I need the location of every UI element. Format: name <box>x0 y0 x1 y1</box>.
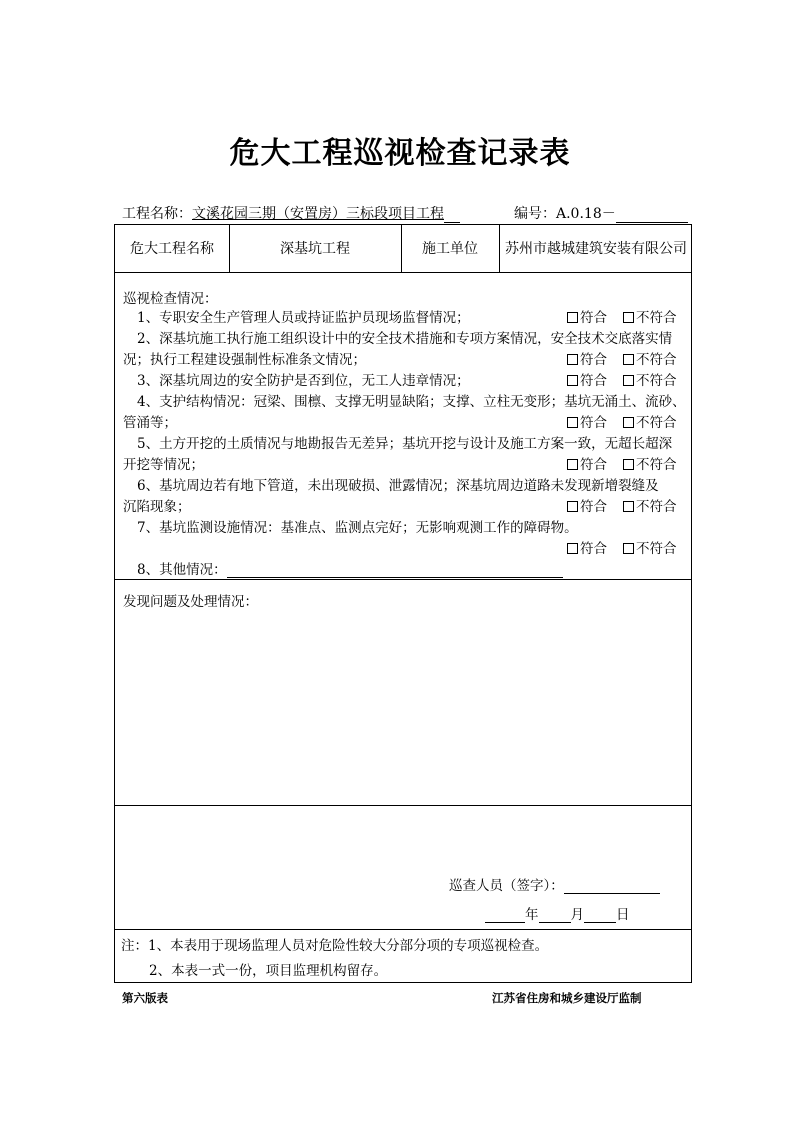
item-1-conform-checkbox[interactable]: 符合 <box>567 310 607 326</box>
construction-unit-value[interactable]: 苏州市越城建筑安装有限公司 <box>505 240 687 257</box>
hazard-name-value[interactable]: 深基坑工程 <box>280 240 350 257</box>
row-divider <box>115 929 691 930</box>
item-5-text-line2: 开挖等情况； <box>123 457 204 473</box>
item-4-text-line1: 4、支护结构情况：冠梁、围檩、支撑无明显缺陷；支撑、立柱无变形；基坑无涌土、流砂、 <box>137 394 686 410</box>
item-2-text-line1: 2、深基坑施工执行施工组织设计中的安全技术措施和专项方案情况，安全技术交底落实情 <box>137 331 673 347</box>
checkbox-icon <box>623 312 634 323</box>
inspector-signature-label: 巡查人员（签字）： <box>449 878 564 894</box>
issuer-label: 江苏省住房和城乡建设厅监制 <box>492 991 642 1005</box>
checkbox-icon <box>623 375 634 386</box>
note-1: 注：1、本表用于现场监理人员对危险性较大分部分项的专项巡视检查。 <box>121 938 549 954</box>
row-divider <box>115 579 691 580</box>
problems-label: 发现问题及处理情况： <box>123 594 258 610</box>
item-6-text-line1: 6、基坑周边若有地下管道，未出现破损、泄露情况；深基坑周边道路未发现新增裂缝及 <box>137 478 659 494</box>
row-divider <box>115 272 691 273</box>
project-name-label: 工程名称： <box>122 206 192 222</box>
item-7-text: 7、基坑监测设施情况：基准点、监测点完好；无影响观测工作的障碍物。 <box>137 520 578 536</box>
item-4-conform-checkbox[interactable]: 符合 <box>567 415 607 431</box>
divider <box>499 225 500 272</box>
date-day-field[interactable] <box>584 908 616 923</box>
project-name-value[interactable]: 文溪花园三期（安置房）三标段项目工程 <box>192 206 444 222</box>
inspector-signature-field[interactable] <box>564 879 660 894</box>
note-2: 2、本表一式一份，项目监理机构留存。 <box>149 963 388 979</box>
other-situation-field[interactable] <box>227 563 563 578</box>
checkbox-icon <box>567 501 578 512</box>
date-day-label: 日 <box>616 907 630 923</box>
item-3-nonconform-checkbox[interactable]: 不符合 <box>623 373 677 389</box>
construction-unit-label: 施工单位 <box>422 240 478 257</box>
form-number-label: 编号： <box>514 206 556 222</box>
date-line <box>485 907 630 923</box>
item-4-text-line2: 管涌等； <box>123 415 177 431</box>
item-3-conform-checkbox[interactable]: 符合 <box>567 373 607 389</box>
item-6-conform-checkbox[interactable]: 符合 <box>567 499 607 515</box>
checkbox-icon <box>567 354 578 365</box>
item-2-text-line2: 况；执行工程建设强制性标准条文情况； <box>123 352 366 368</box>
checkbox-icon <box>623 543 634 554</box>
checkbox-icon <box>567 417 578 428</box>
checkbox-icon <box>623 354 634 365</box>
item-5-conform-checkbox[interactable]: 符合 <box>567 457 607 473</box>
other-situation-line <box>137 562 563 578</box>
item-4-nonconform-checkbox[interactable]: 不符合 <box>623 415 677 431</box>
checkbox-icon <box>623 459 634 470</box>
date-year-label: 年 <box>525 907 539 923</box>
date-month-label: 月 <box>570 907 584 923</box>
hazard-name-label: 危大工程名称 <box>130 240 214 257</box>
form-number-value: A.0.18－ <box>556 206 616 222</box>
inspector-signature-line <box>449 878 660 894</box>
item-7-nonconform-checkbox[interactable]: 不符合 <box>623 541 677 557</box>
project-name-underline <box>444 208 460 223</box>
inspection-form-table <box>114 224 692 983</box>
page-title: 危大工程巡视检查记录表 <box>229 136 571 171</box>
form-number-field[interactable] <box>616 208 688 223</box>
form-number-line <box>514 203 688 223</box>
checkbox-icon <box>567 543 578 554</box>
item-5-text-line1: 5、土方开挖的土质情况与地勘报告无差异；基坑开挖与设计及施工方案一致，无超长超深 <box>137 436 673 452</box>
item-3-text: 3、深基坑周边的安全防护是否到位，无工人违章情况； <box>137 373 470 389</box>
checkbox-icon <box>623 417 634 428</box>
edition-label: 第六版表 <box>122 991 168 1005</box>
checkbox-icon <box>567 312 578 323</box>
problems-area[interactable] <box>115 611 691 805</box>
item-2-conform-checkbox[interactable]: 符合 <box>567 352 607 368</box>
checkbox-icon <box>567 459 578 470</box>
item-6-nonconform-checkbox[interactable]: 不符合 <box>623 499 677 515</box>
inspection-section-label: 巡视检查情况： <box>123 291 218 307</box>
checkbox-icon <box>623 501 634 512</box>
other-situation-label: 8、其他情况： <box>137 562 227 578</box>
item-2-nonconform-checkbox[interactable]: 不符合 <box>623 352 677 368</box>
item-6-text-line2: 沉陷现象； <box>123 499 191 515</box>
row-divider <box>115 805 691 806</box>
date-month-field[interactable] <box>539 908 571 923</box>
item-1-nonconform-checkbox[interactable]: 不符合 <box>623 310 677 326</box>
item-5-nonconform-checkbox[interactable]: 不符合 <box>623 457 677 473</box>
item-1-text: 1、专职安全生产管理人员或持证监护员现场监督情况； <box>137 310 470 326</box>
project-name-line <box>122 203 460 223</box>
date-year-field[interactable] <box>485 908 525 923</box>
item-7-conform-checkbox[interactable]: 符合 <box>567 541 607 557</box>
checkbox-icon <box>567 375 578 386</box>
